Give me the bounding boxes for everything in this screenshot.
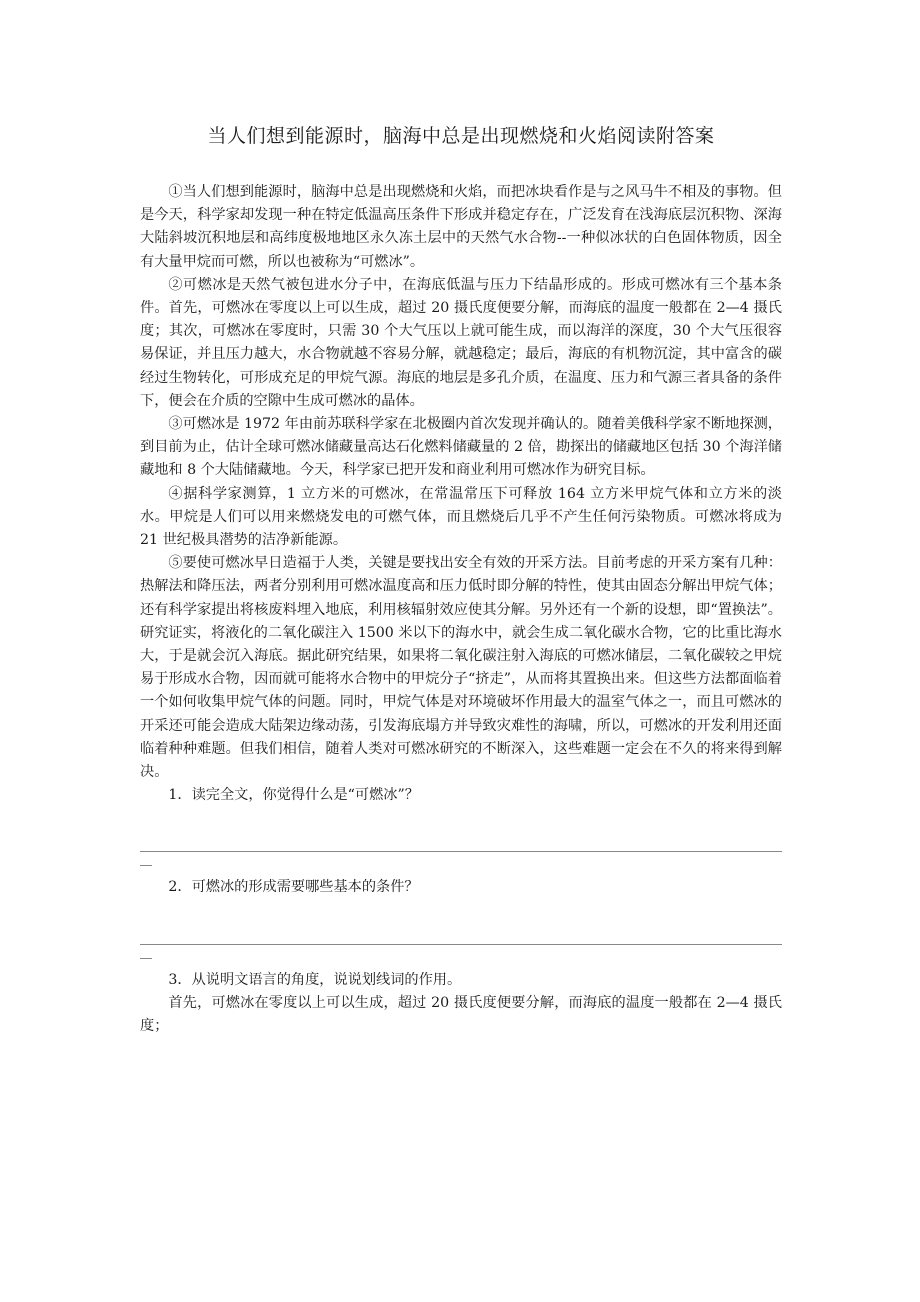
question-2: 2．可燃冰的形成需要哪些基本的条件？: [168, 879, 419, 896]
paragraph-1: ①当人们想到能源时，脑海中总是出现燃烧和火焰，而把冰块看作是与之风马牛不相及的事物。但是今天，科学家却发现一种在特定低温高压条件下形成并稳定存在，广泛发育在浅海底层沉积物、深海大陆斜坡沉积地层和高纬度极地地区永久冻土层中的天然气水合物--一种似冰状的白色固体物质，因全有大量甲烷而可燃，所以也被称为“可燃冰”。: [140, 184, 782, 270]
paragraph-3: ③可燃冰是 1972 年由前苏联科学家在北极圈内首次发现并确认的。随着美俄科学家不断地探测，到目前为止，估计全球可燃冰储藏量高达石化燃料储藏量的 2 倍，勘探出的储藏地区包括 30 个海洋储藏地和 8 个大陆储藏地。今天，科学家已把开发和商业利用可燃冰作为研究目标。: [140, 416, 782, 479]
answer-space-2: [140, 900, 782, 944]
answer-line-2[interactable]: [140, 944, 782, 946]
answer-space-1: [140, 807, 782, 851]
question-3: 3．从说明文语言的角度，说说划线词的作用。: [168, 971, 462, 988]
paragraph-5: ⑤要使可燃冰早日造福于人类，关键是要找出安全有效的开采方法。目前考虑的开采方案有几种：热解法和降压法，两者分别利用可燃冰温度高和压力低时即分解的特性，使其由固态分解出甲烷气体；还有科学家提出将核废料埋入地底，利用核辐射效应使其分解。另外还有一个新的设想，即“置换法”。研究证实，将液化的二氧化碳注入 1500 米以下的海水中，就会生成二氧化碳水合物，它的比重比海水大，于是就会沉入海底。据此研究结果，如果将二氧化碳注射入海底的可燃冰储层，二氧化碳较之甲烷易于形成水合物，因而就可能将水合物中的甲烷分子“挤走”，从而将其置换出来。但这些方法都面临着一个如何收集甲烷气体的问题。同时，甲烷气体是对环境破坏作用最大的温室气体之一，而且可燃冰的开采还可能会造成大陆架边缘动荡，引发海底塌方并导致灾难性的海啸，所以，可燃冰的开发利用还面临着种种难题。但我们相信，随着人类对可燃冰研究的不断深入，这些难题一定会在不久的将来得到解决。: [140, 555, 782, 781]
question-3-quote: 首先，可燃冰在零度以上可以生成，超过 20 摄氏度便要分解，而海底的温度一般都在 2—4 摄氏度；: [140, 994, 782, 1035]
question-1: 1．读完全文，你觉得什么是“可燃冰”？: [168, 787, 419, 804]
document-body: [140, 181, 782, 1038]
paragraph-4: ④据科学家测算，1 立方米的可燃冰，在常温常压下可释放 164 立方米甲烷气体和立方米的淡水。甲烷是人们可以用来燃烧发电的可燃气体，而且燃烧后几乎不产生任何污染物质。可燃冰将成为 21 世纪极具潜势的洁净新能源。: [140, 485, 782, 549]
document-title: 当人们想到能源时，脑海中总是出现燃烧和火焰阅读附答案: [207, 125, 715, 147]
answer-line-2-end: [140, 958, 152, 959]
answer-line-1-end: [140, 865, 152, 866]
answer-line-1[interactable]: [140, 851, 782, 853]
paragraph-2: ②可燃冰是天然气被包进水分子中，在海底低温与压力下结晶形成的。形成可燃冰有三个基本条件。首先，可燃冰在零度以上可以生成，超过 20 摄氏度便要分解，而海底的温度一般都在 2—4 摄氏度；其次，可燃冰在零度时，只需 30 个大气压以上就可能生成，而以海洋的深度，30 个大气压很容易保证，并且压力越大，水合物就越不容易分解，就越稳定；最后，海底的有机物沉淀，其中富含的碳经过生物转化，可形成充足的甲烷气源。海底的地层是多孔介质，在温度、压力和气源三者具备的条件下，便会在介质的空隙中生成可燃冰的晶体。: [140, 276, 782, 409]
